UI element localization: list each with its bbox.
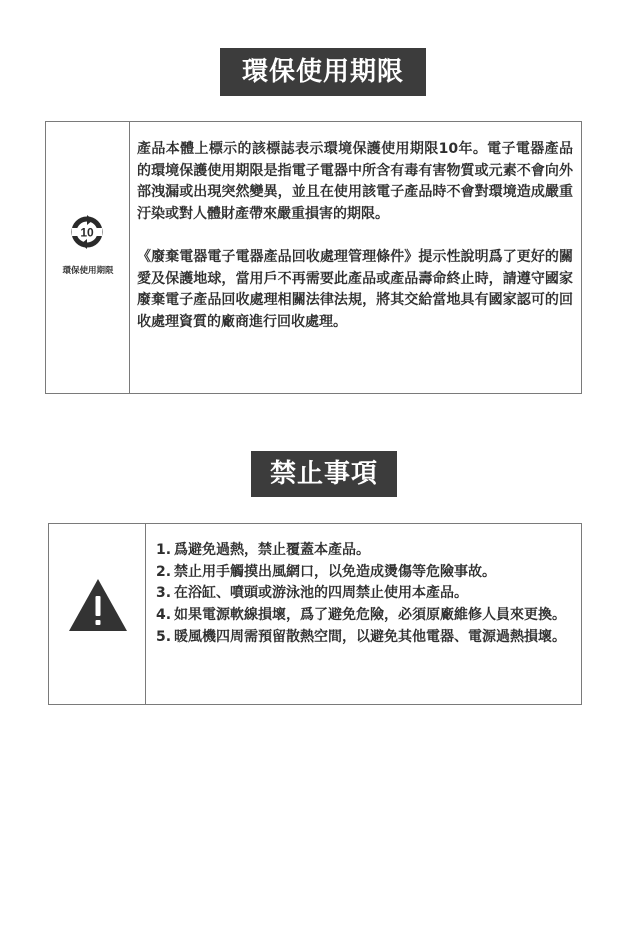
- svg-text:10: 10: [80, 225, 94, 240]
- list-item-text: 爲避免過熱，禁止覆蓋本產品。: [174, 542, 370, 558]
- eco-icon-label: 環保使用期限: [62, 266, 114, 276]
- recycle-10-icon: [68, 213, 106, 251]
- list-item-number: 3.: [156, 585, 172, 602]
- eco-paragraph-1: 產品本體上標示的該標誌表示環境保護使用期限10年。電子電器產品的環境保護使用期限是指電子電器中所含有毒有害物質或元素不會向外部洩漏或出現突然變異，並且在使用該電子產品時不會對環境造成嚴重汙染或對人體財產帶來嚴重損害的期限。: [137, 141, 573, 223]
- eco-paragraph-2: 《廢棄電器電子電器產品回收處理管理條件》提示性說明爲了更好的關愛及保護地球，當用戶不再需要此產品或產品壽命終止時，請遵守國家廢棄電子產品回收處理相關法律法規，將其交給當地具有國家認可的回收處理資質的廠商進行回收處理。: [137, 248, 573, 330]
- list-item: [156, 583, 573, 605]
- prohibitions-table: [48, 523, 582, 705]
- list-item: [156, 627, 573, 649]
- eco-icon-cell: [46, 122, 130, 393]
- prohibitions-text-cell: [146, 524, 581, 704]
- list-item-text: 在浴缸、噴頭或游泳池的四周禁止使用本產品。: [174, 585, 468, 602]
- prohibitions-list: [156, 540, 573, 649]
- warning-icon-cell: [49, 524, 146, 704]
- warning-triangle-icon: [67, 577, 129, 633]
- eco-period-heading: 環保使用期限: [220, 48, 426, 96]
- list-item: [156, 540, 573, 562]
- list-item-text: 暖風機四周需預留散熱空間，以避免其他電器、電源過熱損壞。: [174, 628, 566, 645]
- prohibitions-heading: 禁止事項: [251, 451, 397, 497]
- list-item-text: 如果電源軟線損壞，爲了避免危險，必須原廠維修人員來更換。: [174, 607, 566, 624]
- list-item-number: 2.: [156, 563, 172, 580]
- list-item-number: 4.: [156, 607, 172, 624]
- list-item-number: 1.: [156, 542, 172, 558]
- list-item-number: 5.: [156, 628, 172, 645]
- list-item: [156, 562, 573, 584]
- list-item: [156, 605, 573, 627]
- eco-text-cell: [130, 122, 581, 393]
- list-item-text: 禁止用手觸摸出風網口，以免造成燙傷等危險事故。: [174, 563, 496, 580]
- eco-period-table: [45, 121, 582, 394]
